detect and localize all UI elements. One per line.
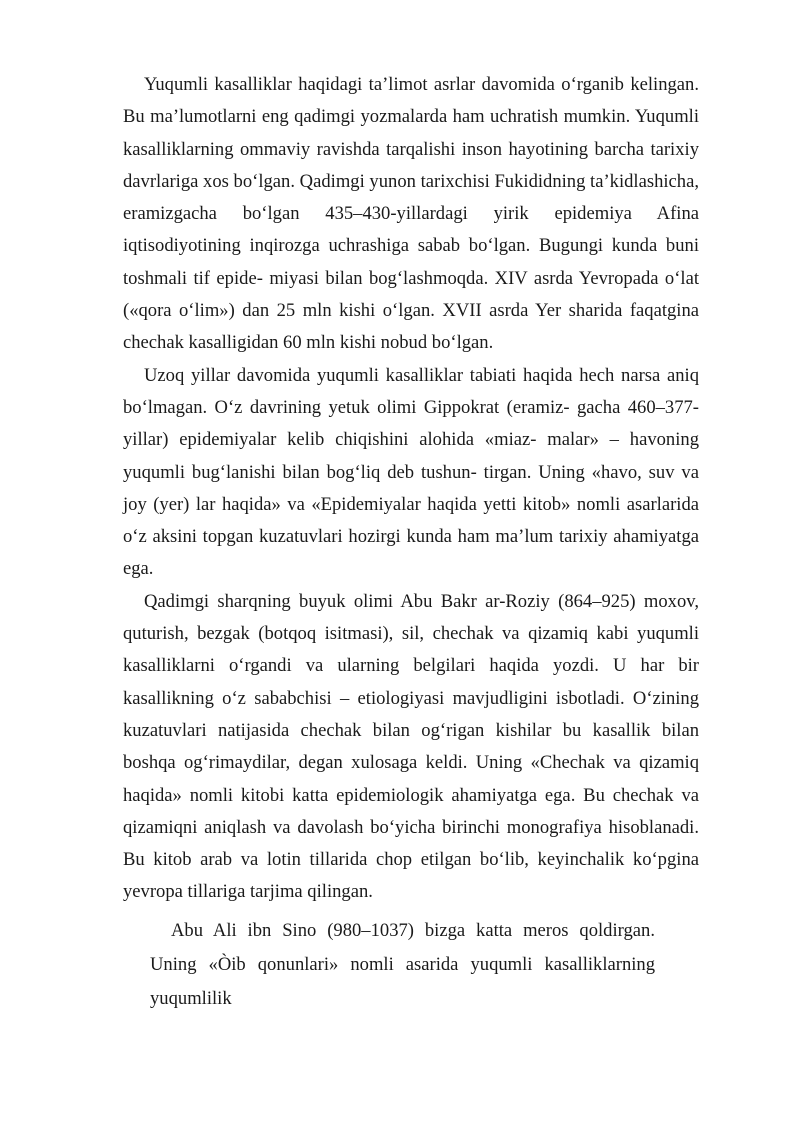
paragraph-1: Yuqumli kasalliklar haqidagi ta’limot asrlar davomida o‘rganib kelingan. Bu ma’lumotlarni eng qadimgi yozmalarda ham uchratish mumkin. Yuqumli kasalliklarning ommaviy ravishda tarqalishi inson hayotining barcha tarixiy davrlariga xos bo‘lgan. Qadimgi yunon tarixchisi Fukididning ta’kidlashicha, eramizgacha bo‘lgan 435–430-yillardagi yirik epidemiya Afina iqtisodiyotining inqirozga uchrashiga sabab bo‘lgan. Bugungi kunda buni toshmali tif epide- miyasi bilan bog‘lashmoqda. XIV asrda Yevropada o‘lat («qora o‘lim») dan 25 mln kishi o‘lgan. XVII asrda Yer sharida faqatgina chechak kasalligidan 60 mln kishi nobud bo‘lgan. — [123, 74, 699, 354]
paragraph-4-container — [123, 914, 726, 1016]
paragraph-3: Qadimgi sharqning buyuk olimi Abu Bakr ar-Roziy (864–925) moxov, quturish, bezgak (botqoq isitmasi), sil, chechak va qizamiq kabi yuqumli kasalliklarni o‘rgandi va ularning belgilari haqida yozdi. U har bir kasallikning o‘z sababchisi – etiologiyasi mavjudligini isbotladi. O‘zining kuzatuvlari natijasida chechak bilan og‘rigan kishilar bu kasallik bilan boshqa og‘rimaydilar, degan xulosaga keldi. Uning «Chechak va qizamiq haqida» nomli kitobi katta epidemiologik ahamiyatga ega. Bu chechak va qizamiqni aniqlash va davolash bo‘yicha birinchi monografiya hisoblanadi. Bu kitob arab va lotin tillarida chop etilgan bo‘lib, keyinchalik ko‘pgina yevropa tillariga tarjima qilingan. — [123, 590, 699, 903]
paragraph-2: Uzoq yillar davomida yuqumli kasalliklar tabiati haqida hech narsa aniq bo‘lmagan. O‘z davrining yetuk olimi Gippokrat (eramiz- gacha 460–377-yillar) epidemiyalar kelib chiqishini alohida «miaz- malar» – havoning yuqumli bug‘lanishi bilan bog‘liq deb tushun- tirgan. Uning «havo, suv va joy (yer) lar haqida» va «Epidemiyalar haqida yetti kitob» nomli asarlarida o‘z aksini topgan kuzatuvlari hozirgi kunda ham ma’lum tarixiy ahamiyatga ega. — [123, 364, 699, 580]
paragraph-4: Abu Ali ibn Sino (980–1037) bizga katta meros qoldirgan. Uning «Òib qonunlari» nomli asarida yuqumli kasalliklarning yuqumlilik — [150, 919, 655, 1009]
